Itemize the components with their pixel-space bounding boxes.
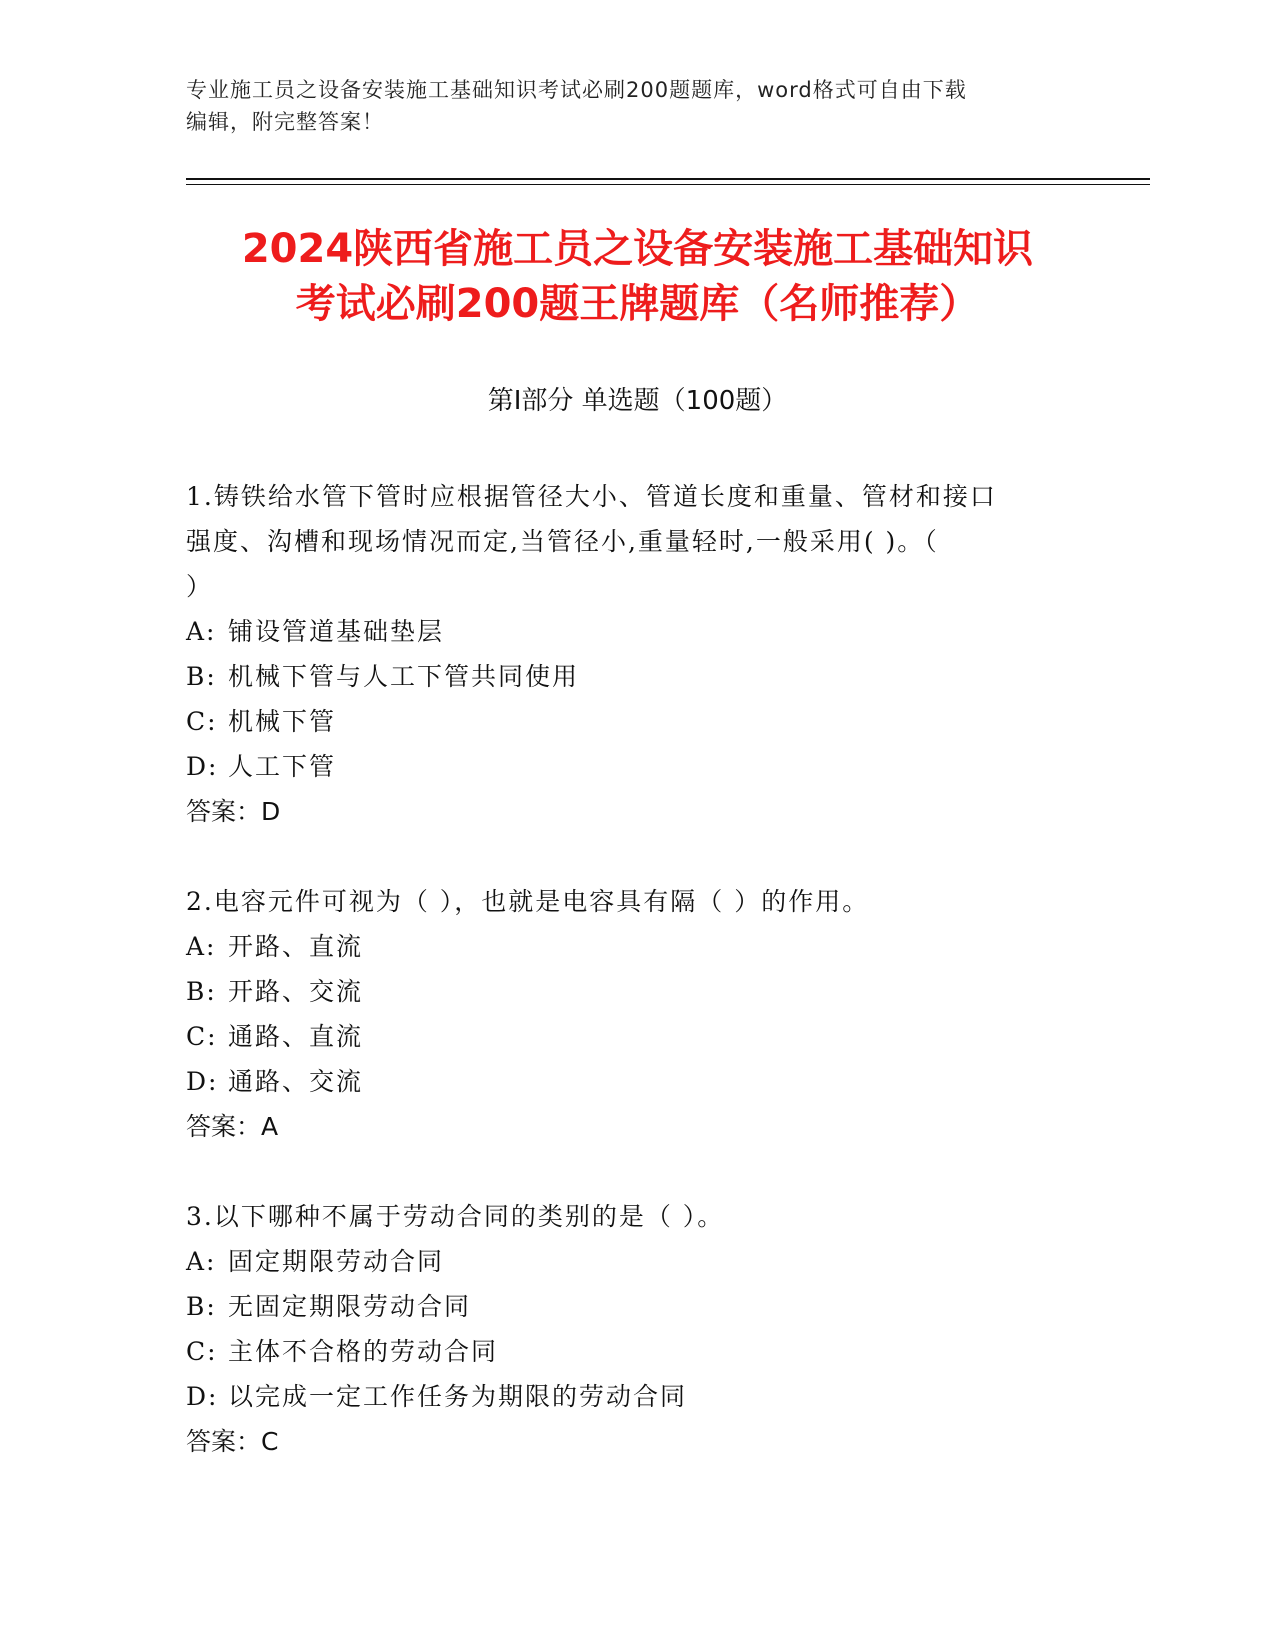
option-text: 机械下管 (228, 707, 337, 736)
option-text: 机械下管与人工下管共同使用 (228, 662, 580, 691)
section-title: 第Ⅰ部分 单选题（100题） (487, 386, 788, 416)
header-note (186, 74, 1086, 138)
header-note-line2: 编辑，附完整答案！ (186, 110, 384, 134)
question-1 (186, 474, 1046, 834)
option-text: 主体不合格的劳动合同 (228, 1337, 499, 1366)
question-1-option-a (186, 609, 1046, 654)
option-letter: C: (186, 1337, 218, 1366)
question-3-stem-line1: 3.以下哪种不属于劳动合同的类别的是（ ）。 (186, 1202, 725, 1231)
question-3 (186, 1194, 1046, 1464)
question-1-stem-line3: ） (186, 572, 214, 601)
option-letter: A: (186, 1247, 217, 1276)
option-text: 固定期限劳动合同 (228, 1247, 445, 1276)
option-letter: C: (186, 707, 218, 736)
question-1-stem-line1: 1.铸铁给水管下管时应根据管径大小、管道长度和重量、管材和接口 (186, 482, 997, 511)
question-2-stem-line1: 2.电容元件可视为（ ），也就是电容具有隔（ ）的作用。 (186, 887, 870, 916)
question-2-answer: 答案：A (186, 1112, 279, 1141)
question-3-option-a (186, 1239, 1046, 1284)
question-list (186, 474, 1046, 1464)
question-1-option-d (186, 744, 1046, 789)
question-3-answer: 答案：C (186, 1427, 279, 1456)
option-letter: B: (186, 1292, 217, 1321)
question-3-option-b (186, 1284, 1046, 1329)
header-rule-thick (186, 178, 1150, 180)
option-text: 通路、直流 (228, 1022, 364, 1051)
question-2-option-d (186, 1059, 1046, 1104)
document-title (150, 222, 1125, 332)
option-letter: A: (186, 617, 217, 646)
question-spacer (186, 1149, 1046, 1194)
header-rule-thin (186, 184, 1150, 185)
question-3-option-c (186, 1329, 1046, 1374)
question-spacer (186, 834, 1046, 879)
option-text: 人工下管 (228, 752, 337, 781)
option-letter: D: (186, 752, 219, 781)
question-1-option-c (186, 699, 1046, 744)
option-text: 开路、交流 (228, 977, 364, 1006)
question-2 (186, 879, 1046, 1149)
question-1-stem-line2: 强度、沟槽和现场情况而定,当管径小,重量轻时,一般采用( )。（ (186, 527, 939, 556)
question-1-option-b (186, 654, 1046, 699)
document-title-line1: 2024陕西省施工员之设备安装施工基础知识 (241, 226, 1034, 272)
question-2-option-b (186, 969, 1046, 1014)
option-text: 无固定期限劳动合同 (228, 1292, 472, 1321)
option-text: 铺设管道基础垫层 (228, 617, 445, 646)
option-letter: A: (186, 932, 217, 961)
question-2-option-c (186, 1014, 1046, 1059)
option-letter: D: (186, 1382, 219, 1411)
option-letter: D: (186, 1067, 219, 1096)
document-title-line2: 考试必刷200题王牌题库（名师推荐） (295, 281, 980, 327)
question-1-answer: 答案：D (186, 797, 281, 826)
question-3-option-d (186, 1374, 1046, 1419)
option-text: 开路、直流 (228, 932, 364, 961)
option-text: 通路、交流 (228, 1067, 364, 1096)
header-note-line1: 专业施工员之设备安装施工基础知识考试必刷200题题库，word格式可自由下载 (186, 78, 967, 102)
option-text: 以完成一定工作任务为期限的劳动合同 (228, 1382, 688, 1411)
option-letter: B: (186, 662, 217, 691)
option-letter: B: (186, 977, 217, 1006)
question-2-option-a (186, 924, 1046, 969)
option-letter: C: (186, 1022, 218, 1051)
